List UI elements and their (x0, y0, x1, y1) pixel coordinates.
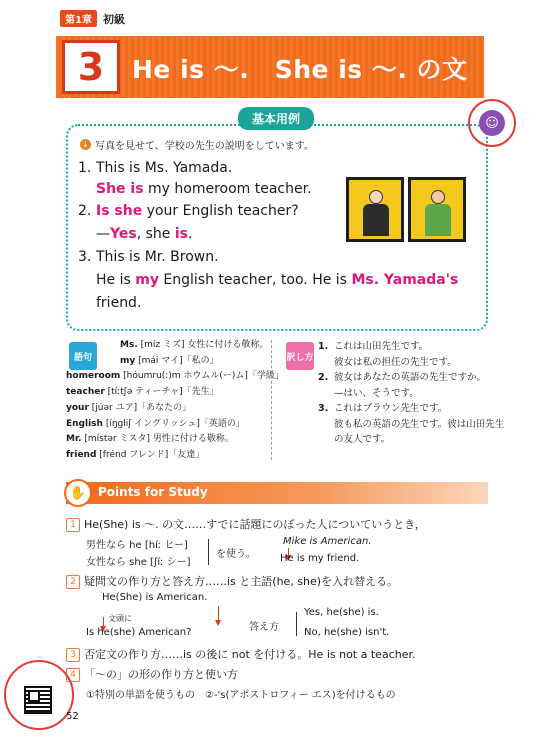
highlighted-text: Yes (110, 226, 137, 242)
sentence-text: . (187, 226, 193, 242)
sentence-text: friend. (96, 295, 142, 311)
point-number: 1 (66, 518, 80, 532)
vocab-tag: 語句 (69, 342, 97, 370)
vocab-definition: [íŋgliʃ イングリッシュ]「英語の」 (105, 418, 245, 429)
answer-label: 答え方 (249, 622, 279, 633)
translation-row (318, 339, 504, 355)
use-text: を使う。 (216, 549, 256, 560)
point-text: 「～の」の形の作り方と使い方 (84, 668, 238, 681)
vocab-definition: [mái マイ]「私の」 (138, 355, 219, 366)
answer-no: No, he(she) isn't. (304, 627, 390, 638)
translation-text: これはブラウン先生です。 (334, 403, 448, 414)
vocab-definition: [místər ミスタ] 男性に付ける敬称。 (84, 434, 234, 445)
vocab-row (66, 369, 284, 385)
he-rule: 男性なら he [híː ヒー] (86, 540, 188, 551)
example-instruction (80, 137, 314, 152)
vocab-word: my (120, 355, 136, 366)
chapter-badge: 第1章 (60, 10, 97, 27)
page-number: 52 (66, 711, 79, 722)
sentence-text: — (96, 226, 110, 242)
vocab-row (66, 385, 284, 401)
vocab-word: Mr. (66, 434, 82, 445)
bracket (296, 612, 297, 636)
point-number: 2 (66, 575, 80, 589)
translation-text: これは山田先生です。 (334, 341, 429, 352)
sentence-text: my homeroom teacher. (143, 181, 312, 197)
point-number: 4 (66, 668, 80, 682)
point-1 (66, 516, 426, 532)
vocab-word: English (66, 418, 103, 429)
translation-number: 3. (318, 403, 329, 414)
section-divider (271, 340, 272, 460)
sentence-text: He is (96, 272, 136, 288)
highlighted-text: Is she (96, 203, 143, 219)
example-he: He is my friend. (280, 553, 360, 564)
highlighted-text: my (135, 272, 159, 288)
sentence-number: 1. (78, 160, 92, 176)
point-text: 否定文の作り方……is の後に not を付ける。He is not a teacher. (84, 648, 416, 661)
move-note: 文頭に (108, 614, 132, 623)
point-number: 3 (66, 648, 80, 662)
vocab-word: Ms. (120, 340, 138, 350)
chapter-label: 初級 (102, 12, 125, 26)
lesson-title: He is ～. She is ～. の文 (132, 55, 468, 84)
example-sentence (78, 181, 312, 197)
translation-number: 2. (318, 372, 329, 383)
translation-text: —はい、そうです。 (334, 387, 419, 399)
vocab-definition: [júər ユア]「あなたの」 (91, 402, 192, 413)
vocab-word: your (66, 402, 89, 413)
audio-button[interactable] (468, 99, 516, 147)
example-sentence (78, 249, 219, 265)
point-2 (66, 573, 398, 589)
translation-number: 1. (318, 341, 329, 352)
point-text: 疑問文の作り方と答え方……is と主語(he, she)を入れ替える。 (84, 575, 399, 588)
qr-code-icon[interactable] (24, 686, 52, 714)
vocab-word: friend (66, 449, 97, 460)
sentence-number: 3. (78, 249, 92, 265)
point-3 (66, 646, 415, 662)
example-mike: Mike is American. (283, 536, 372, 547)
vocab-row (66, 401, 284, 417)
sentence-text: your English teacher? (142, 203, 299, 219)
example-tag: 基本用例 (238, 107, 314, 130)
points-title: Points for Study (98, 485, 208, 499)
audio-icon: ☺ (479, 110, 505, 136)
mr-brown-picture (408, 177, 466, 242)
vocab-row (66, 448, 284, 464)
she-rule: 女性なら she [ʃíː シー] (86, 557, 191, 568)
arrow-down-icon: ↓ (80, 139, 91, 150)
vocab-definition: [hóumru(ː)m ホウムル(ー)ム]「学級」 (123, 371, 284, 382)
instruction-text: 写真を見せて、学校の先生の説明をしています。 (95, 141, 314, 152)
highlighted-text: is (174, 226, 188, 242)
example-sentence (78, 295, 141, 311)
translation-tag: 訳し方 (286, 342, 314, 370)
vocab-word: teacher (66, 387, 105, 398)
example-sentence (78, 226, 192, 242)
vocab-definition: [míz ミズ] 女性に付ける敬称。 (140, 340, 269, 350)
translation-row (318, 386, 504, 402)
translation-text: 彼女は私の担任の先生です。 (334, 356, 457, 368)
sentence-text: This is Ms. Yamada. (96, 160, 233, 176)
arrow (103, 617, 104, 627)
vocab-word: homeroom (66, 371, 121, 382)
point-text: He(She) is ～. の文……すでに話題にのぼった人についていうとき， (84, 518, 426, 531)
chapter-tag (60, 10, 125, 27)
possessive-methods: ①特別の単語を使うもの ②-'s(アポストロフィー エス)を付けるもの (86, 690, 396, 701)
sentence-text: , she (136, 226, 175, 242)
translation-text: の友人です。 (334, 434, 391, 445)
vocab-definition: [tíːtʃə ティーチャ]「先生」 (107, 387, 219, 398)
vocab-row (100, 354, 284, 370)
statement-example: He(She) is American. (102, 592, 208, 603)
answer-yes: Yes, he(she) is. (304, 607, 379, 618)
point-4 (66, 666, 238, 682)
translation-row (318, 355, 504, 371)
translation-row (318, 417, 504, 433)
question-example: Is he(she) American? (86, 627, 192, 638)
title-banner (56, 36, 484, 98)
lesson-number: 3 (62, 40, 120, 94)
bracket (208, 539, 209, 565)
hand-icon: ✋ (64, 479, 92, 507)
translation-text: 彼女はあなたの英語の先生ですか。 (334, 372, 487, 383)
sentence-text: This is Mr. Brown. (96, 249, 219, 265)
vocab-row (66, 417, 284, 433)
translation-row (318, 432, 504, 448)
vocab-definition: [frénd フレンド]「友達」 (99, 449, 205, 460)
arrow (218, 606, 219, 621)
highlighted-text: She is (96, 181, 144, 197)
sentence-text: English teacher, too. He is (158, 272, 352, 288)
example-sentence (78, 203, 299, 219)
sentence-number: 2. (78, 203, 92, 219)
vocab-row (100, 338, 284, 354)
highlighted-text: Ms. Yamada's (351, 272, 459, 288)
translation-row (318, 370, 504, 386)
vocab-row (66, 432, 284, 448)
translation-list (318, 339, 504, 448)
example-sentence (78, 272, 458, 288)
ms-yamada-picture (346, 177, 404, 242)
example-sentence (78, 160, 232, 176)
translation-row (318, 401, 504, 417)
translation-text: 彼も私の英語の先生です。彼は山田先生 (334, 418, 505, 430)
